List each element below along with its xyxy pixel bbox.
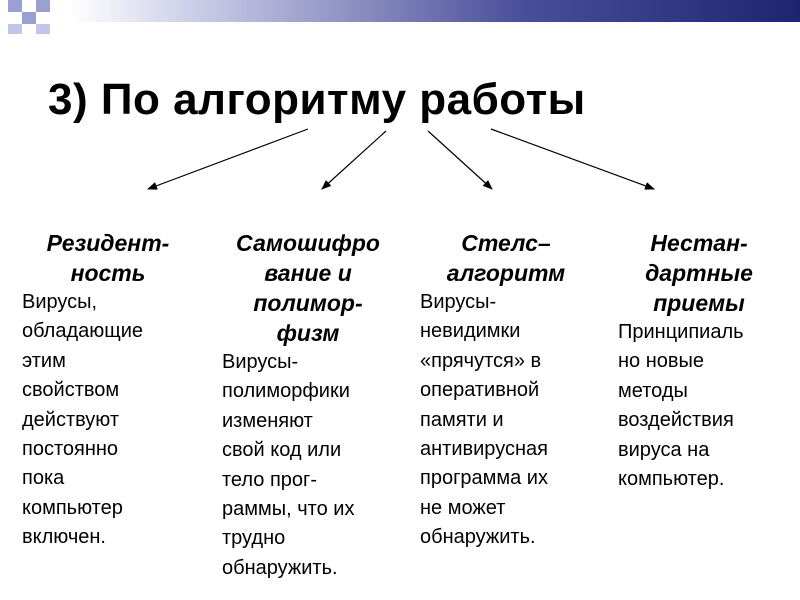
- column-self-encryption: [222, 228, 412, 583]
- column-stealth: [420, 228, 600, 553]
- arrow-to-column-1: [148, 129, 308, 189]
- column-heading: Самошифро вание и полимор- физм: [236, 230, 380, 346]
- column-text: Принципиаль но новые методы воздействия вируса на компьютер.: [618, 321, 744, 491]
- column-heading: Стелс– алгоритм: [446, 230, 566, 286]
- arrow-to-column-3: [428, 131, 492, 189]
- column-nonstandard: [618, 228, 796, 494]
- column-heading: Резидент- ность: [46, 230, 170, 286]
- column-text: Вирусы- невидимки «прячутся» в оперативной памяти и антивирусная программа их не может обнаружить.: [420, 291, 548, 549]
- column-heading: Нестан- дартные приемы: [645, 230, 753, 316]
- column-text: Вирусы- полиморфики изменяют свой код или тело прог- раммы, что их трудно обнаружить.: [222, 351, 355, 579]
- page-title: 3) По алгоритму работы: [48, 75, 586, 124]
- arrow-to-column-2: [322, 131, 386, 189]
- arrow-to-column-4: [491, 129, 654, 189]
- column-resident: [22, 228, 200, 553]
- column-text: Вирусы, обладающие этим свойством действуют постоянно пока компьютер включен.: [22, 291, 144, 549]
